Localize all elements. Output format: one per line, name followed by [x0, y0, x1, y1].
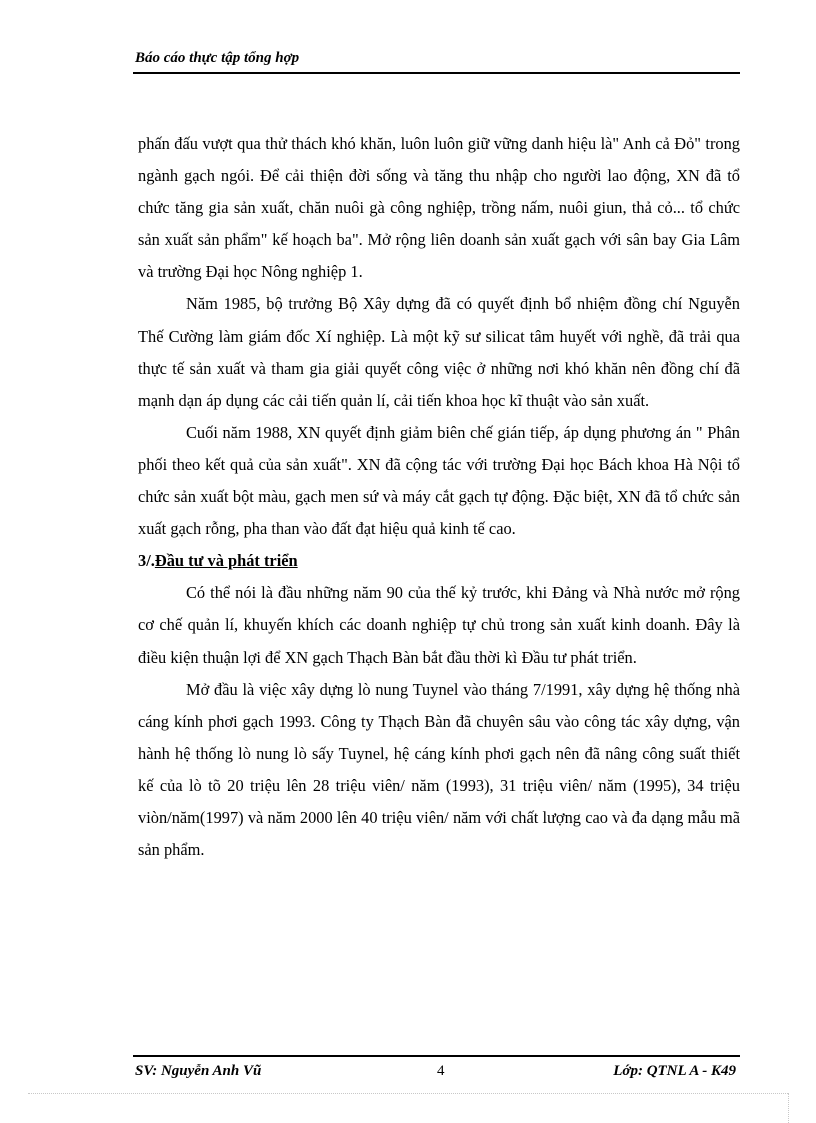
section-title: Đầu tư và phát triển	[154, 551, 298, 571]
section-number: 3/.	[138, 551, 155, 571]
page-number: 4	[437, 1063, 445, 1079]
section-heading	[138, 545, 740, 577]
page-header	[133, 48, 740, 74]
page-edge-vertical	[788, 1093, 789, 1123]
paragraph-2: Năm 1985, bộ trưởng Bộ Xây dựng đã có quyết định bổ nhiệm đồng chí Nguyễn Thế Cường làm giám đốc Xí nghiệp. Là một kỹ sư silicat tâm huyết với nghề, đã trải qua thực tế sản xuất và tham gia giải quyết công việc ở những nơi khó khăn nên đồng chí đã mạnh dạn áp dụng các cải tiến quản lí, cải tiến khoa học kĩ thuật vào sản xuất.	[138, 294, 740, 410]
class-label: Lớp: QTNL A - K49	[613, 1063, 736, 1079]
student-name: SV: Nguyễn Anh Vũ	[135, 1063, 262, 1079]
report-title: Báo cáo thực tập tổng hợp	[135, 50, 300, 66]
paragraph-5: Mở đầu là việc xây dựng lò nung Tuynel vào tháng 7/1991, xây dựng hệ thống nhà cáng kính phơi gạch 1993. Công ty Thạch Bàn đã chuyên sâu vào công tác xây dựng, vận hành hệ thống lò nung lò sấy Tuynel, hệ cáng kính phơi gạch nên đã nâng công suất thiết kế của lò tõ 20 triệu lên 28 triệu viên/ năm (1993), 31 triệu viên/ năm (1995), 34 triệu viòn/năm(1997) và năm 2000 lên 40 triệu viên/ năm với chất lượng cao và đa dạng mẫu mã sản phẩm.	[138, 679, 740, 860]
page-footer	[133, 1055, 740, 1079]
paragraph-4: Có thể nói là đầu những năm 90 của thế kỷ trước, khi Đảng và Nhà nước mở rộng cơ chế quản lí, khuyến khích các doanh nghiệp tự chủ trong sản xuất kinh doanh. Đây là điều kiện thuận lợi để XN gạch Thạch Bàn bắt đầu thời kì Đầu tư phát triển.	[138, 583, 740, 667]
paragraph-1: phấn đấu vượt qua thử thách khó khăn, luôn luôn giữ vững danh hiệu là" Anh cả Đỏ" trong ngành gạch ngói. Để cải thiện đời sống và tăng thu nhập cho người lao động, XN đã tổ chức tăng gia sản xuất, chăn nuôi gà công nghiệp, trồng nấm, nuôi giun, thả cỏ... tổ chức sản xuất sản phẩm" kế hoạch ba". Mở rộng liên doanh sản xuất gạch với sân bay Gia Lâm và trường Đại học Nông nghiệp 1.	[138, 134, 740, 282]
page-edge-horizontal	[28, 1093, 788, 1094]
document-body	[138, 128, 740, 866]
paragraph-3: Cuối năm 1988, XN quyết định giảm biên chế gián tiếp, áp dụng phương án " Phân phối theo kết quả của sản xuất". XN đã cộng tác với trường Đại học Bách khoa Hà Nội tổ chức sản xuất bột màu, gạch men sứ và máy cắt gạch tự động. Đặc biệt, XN đã tổ chức sản xuất gạch rỗng, pha than vào đất đạt hiệu quả kinh tế cao.	[138, 422, 740, 539]
